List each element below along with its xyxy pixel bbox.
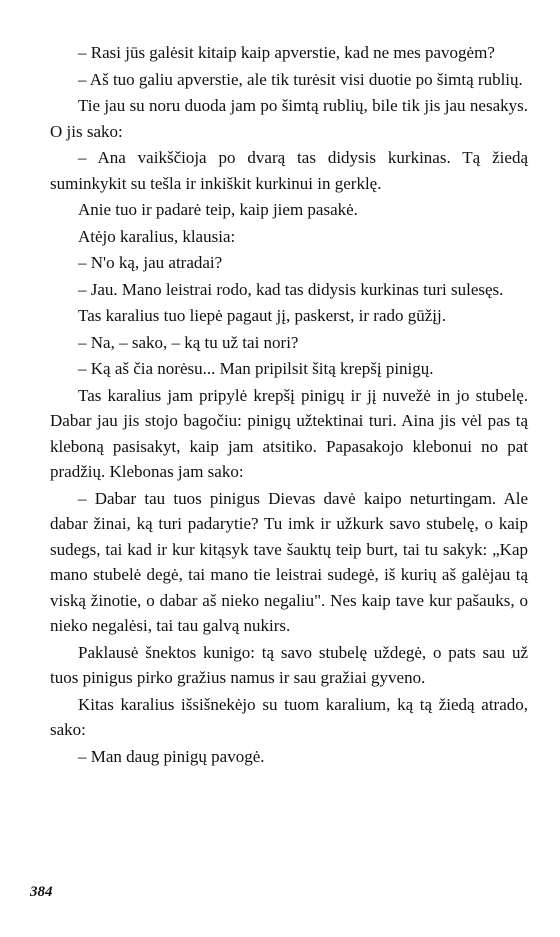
paragraph: – Jau. Mano leistrai rodo, kad tas didysis kurkinas turi sulesęs. bbox=[78, 279, 504, 299]
paragraph: – Man daug pinigų pavogė. bbox=[78, 746, 265, 766]
paragraph: – Dabar tau tuos pinigus Dievas davė kaipo neturtingam. Ale dabar žinai, ką turi padarytie? Tu imk ir užkurk savo stubelę, o kaip sudegs, tai kad ir kur kitąsyk tave šauktų teip burt, tai tu sakyk: „Kap mano stubelė degė, tai mano tie leistrai sudegė, iš kurių aš galėjau tą viską žinotie, o dabar aš nieko negaliu". Nes kaip tave kur pašauks, o nieko negalėsi, tai tau galvą nukirs. bbox=[50, 488, 528, 635]
paragraph: – Ką aš čia norėsu... Man pripilsit šitą krepšį pinigų. bbox=[78, 359, 434, 378]
paragraph: – Aš tuo galiu apverstie, ale tik turėsit visi duotie po šimtą rublių. bbox=[78, 69, 523, 89]
paragraph: Tie jau su noru duoda jam po šimtą rublių, bile tik jis jau nesakys. O jis sako: bbox=[50, 96, 528, 141]
paragraph: Atėjo karalius, klausia: bbox=[78, 226, 236, 246]
paragraph: – Rasi jūs galėsit kitaip kaip apverstie, kad ne mes pavogėm? bbox=[78, 43, 495, 62]
paragraph: Tas karalius tuo liepė pagaut jį, paskerst, ir rado gūžįj. bbox=[78, 306, 446, 325]
paragraph: Kitas karalius išsišnekėjo su tuom karalium, ką tą žiedą atrado, sako: bbox=[50, 694, 528, 739]
paragraph: Paklausė šnektos kunigo: tą savo stubelę uždegė, o pats sau už tuos pinigus pirko gražius namus ir sau gražiai gyveno. bbox=[50, 642, 528, 687]
page-number: 384 bbox=[30, 884, 53, 900]
page-body bbox=[50, 40, 528, 769]
paragraph: – Ana vaikščioja po dvarą tas didysis kurkinas. Tą žiedą suminkykit su tešla ir inkiškit kurkinui in gerklę. bbox=[50, 148, 528, 193]
paragraph: – N'o ką, jau atradai? bbox=[78, 253, 223, 272]
paragraph: – Na, – sako, – ką tu už tai nori? bbox=[78, 332, 299, 352]
paragraph: Anie tuo ir padarė teip, kaip jiem pasakė. bbox=[78, 200, 358, 219]
paragraph: Tas karalius jam pripylė krepšį pinigų ir jį nuvežė in jo stubelę. Dabar jau jis stojo bagočiu: pinigų užtektinai turi. Aina jis vėl pas tą kleboną pasisakyt, kaip jam atsitiko. Papasakojo klebonui no pat pradžių. Klebonas jam sako: bbox=[50, 385, 528, 481]
